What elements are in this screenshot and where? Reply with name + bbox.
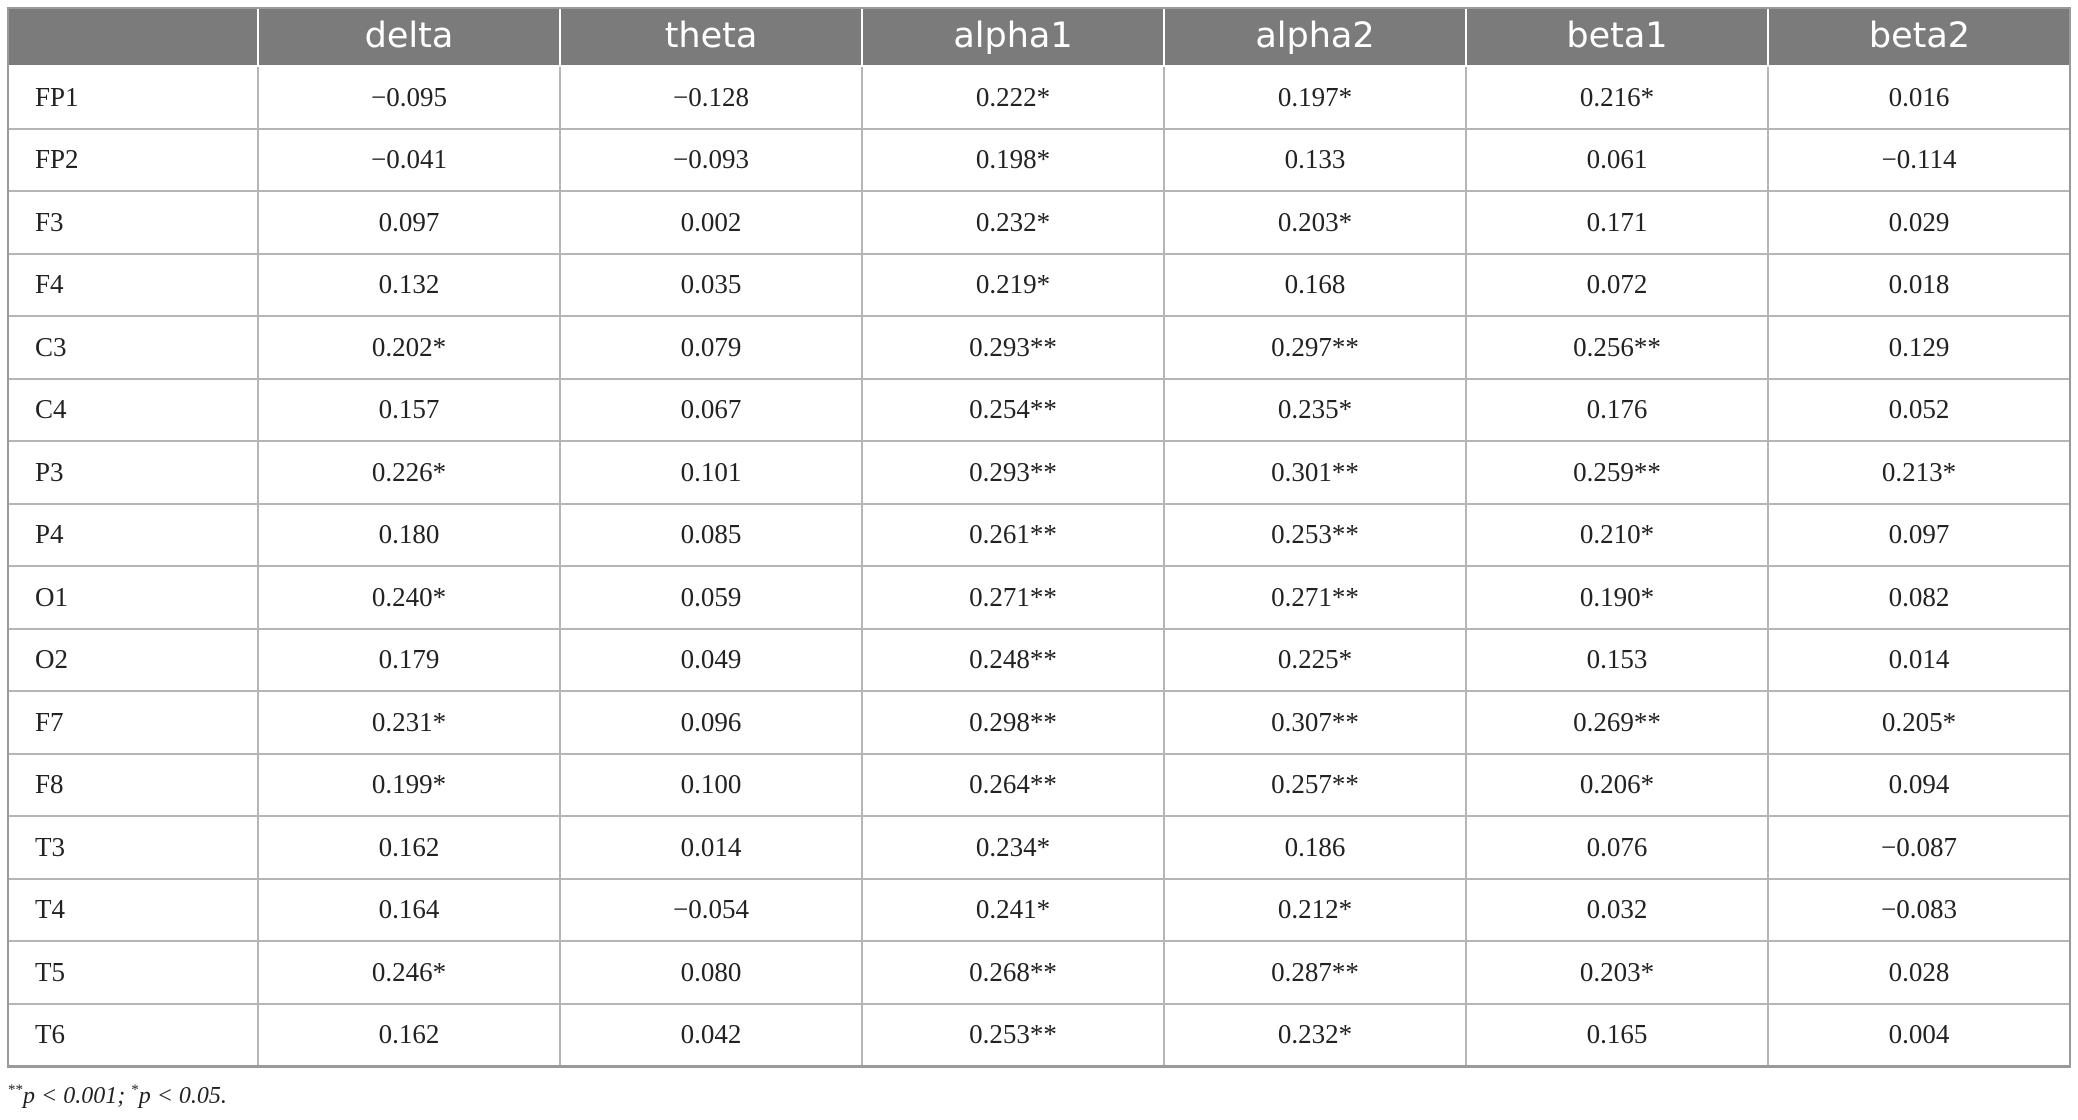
value-cell: −0.093	[560, 129, 862, 192]
value-cell: −0.041	[258, 129, 560, 192]
value-cell: 0.226*	[258, 441, 560, 504]
header-cell-theta: theta	[560, 7, 862, 66]
value-cell: 0.210*	[1466, 504, 1768, 567]
table-row	[8, 441, 2070, 504]
value-cell: 0.231*	[258, 691, 560, 754]
value-cell: 0.164	[258, 879, 560, 942]
value-cell: 0.202*	[258, 316, 560, 379]
row-label-cell: O1	[8, 566, 258, 629]
value-cell: 0.254**	[862, 379, 1164, 442]
value-cell: 0.186	[1164, 816, 1466, 879]
table-row	[8, 816, 2070, 879]
table-row	[8, 879, 2070, 942]
table-row	[8, 66, 2070, 129]
value-cell: 0.240*	[258, 566, 560, 629]
table-header	[8, 7, 2070, 66]
value-cell: 0.268**	[862, 941, 1164, 1004]
value-cell: 0.203*	[1164, 191, 1466, 254]
value-cell: 0.014	[1768, 629, 2070, 692]
value-cell: 0.216*	[1466, 66, 1768, 129]
value-cell: 0.101	[560, 441, 862, 504]
value-cell: 0.096	[560, 691, 862, 754]
row-label-cell: C4	[8, 379, 258, 442]
value-cell: −0.095	[258, 66, 560, 129]
correlation-table-container	[7, 7, 2071, 1068]
value-cell: 0.097	[1768, 504, 2070, 567]
value-cell: 0.080	[560, 941, 862, 1004]
value-cell: 0.029	[1768, 191, 2070, 254]
row-label-cell: FP2	[8, 129, 258, 192]
value-cell: −0.128	[560, 66, 862, 129]
value-cell: 0.219*	[862, 254, 1164, 317]
value-cell: 0.094	[1768, 754, 2070, 817]
value-cell: −0.087	[1768, 816, 2070, 879]
value-cell: 0.002	[560, 191, 862, 254]
value-cell: 0.028	[1768, 941, 2070, 1004]
row-label-cell: T4	[8, 879, 258, 942]
value-cell: 0.293**	[862, 441, 1164, 504]
value-cell: 0.246*	[258, 941, 560, 1004]
value-cell: 0.179	[258, 629, 560, 692]
row-label-cell: F3	[8, 191, 258, 254]
value-cell: 0.157	[258, 379, 560, 442]
table-row	[8, 1004, 2070, 1067]
value-cell: 0.085	[560, 504, 862, 567]
value-cell: 0.197*	[1164, 66, 1466, 129]
value-cell: 0.206*	[1466, 754, 1768, 817]
value-cell: 0.059	[560, 566, 862, 629]
value-cell: 0.222*	[862, 66, 1164, 129]
value-cell: 0.205*	[1768, 691, 2070, 754]
value-cell: 0.287**	[1164, 941, 1466, 1004]
row-label-cell: F7	[8, 691, 258, 754]
value-cell: 0.297**	[1164, 316, 1466, 379]
value-cell: −0.114	[1768, 129, 2070, 192]
table-row	[8, 566, 2070, 629]
value-cell: 0.129	[1768, 316, 2070, 379]
value-cell: 0.264**	[862, 754, 1164, 817]
value-cell: 0.052	[1768, 379, 2070, 442]
value-cell: −0.083	[1768, 879, 2070, 942]
table-row	[8, 129, 2070, 192]
row-label-cell: F4	[8, 254, 258, 317]
value-cell: 0.190*	[1466, 566, 1768, 629]
value-cell: 0.253**	[862, 1004, 1164, 1067]
footnote-marker-double: **	[8, 1082, 23, 1098]
value-cell: 0.018	[1768, 254, 2070, 317]
table-row	[8, 504, 2070, 567]
value-cell: 0.171	[1466, 191, 1768, 254]
value-cell: 0.061	[1466, 129, 1768, 192]
value-cell: 0.067	[560, 379, 862, 442]
value-cell: 0.076	[1466, 816, 1768, 879]
header-cell-blank	[8, 7, 258, 66]
value-cell: 0.100	[560, 754, 862, 817]
value-cell: 0.035	[560, 254, 862, 317]
value-cell: 0.072	[1466, 254, 1768, 317]
value-cell: 0.212*	[1164, 879, 1466, 942]
value-cell: 0.153	[1466, 629, 1768, 692]
value-cell: 0.241*	[862, 879, 1164, 942]
row-label-cell: FP1	[8, 66, 258, 129]
value-cell: 0.259**	[1466, 441, 1768, 504]
value-cell: 0.165	[1466, 1004, 1768, 1067]
header-cell-beta2: beta2	[1768, 7, 2070, 66]
value-cell: 0.232*	[1164, 1004, 1466, 1067]
value-cell: 0.042	[560, 1004, 862, 1067]
value-cell: 0.271**	[862, 566, 1164, 629]
value-cell: 0.162	[258, 816, 560, 879]
value-cell: 0.032	[1466, 879, 1768, 942]
value-cell: 0.180	[258, 504, 560, 567]
header-row	[8, 7, 2070, 66]
value-cell: 0.213*	[1768, 441, 2070, 504]
value-cell: 0.176	[1466, 379, 1768, 442]
row-label-cell: F8	[8, 754, 258, 817]
row-label-cell: T3	[8, 816, 258, 879]
value-cell: 0.225*	[1164, 629, 1466, 692]
value-cell: 0.004	[1768, 1004, 2070, 1067]
value-cell: 0.232*	[862, 191, 1164, 254]
table-row	[8, 941, 2070, 1004]
value-cell: 0.301**	[1164, 441, 1466, 504]
row-label-cell: T5	[8, 941, 258, 1004]
value-cell: 0.257**	[1164, 754, 1466, 817]
value-cell: 0.199*	[258, 754, 560, 817]
table-row	[8, 254, 2070, 317]
row-label-cell: P3	[8, 441, 258, 504]
value-cell: 0.298**	[862, 691, 1164, 754]
value-cell: 0.132	[258, 254, 560, 317]
footnote-text-p001: p < 0.001;	[23, 1083, 132, 1109]
value-cell: 0.269**	[1466, 691, 1768, 754]
value-cell: 0.271**	[1164, 566, 1466, 629]
header-cell-beta1: beta1	[1466, 7, 1768, 66]
table-row	[8, 691, 2070, 754]
table-row	[8, 316, 2070, 379]
value-cell: 0.079	[560, 316, 862, 379]
value-cell: 0.234*	[862, 816, 1164, 879]
significance-footnote	[8, 1082, 227, 1110]
row-label-cell: O2	[8, 629, 258, 692]
table-row	[8, 379, 2070, 442]
value-cell: 0.203*	[1466, 941, 1768, 1004]
value-cell: 0.014	[560, 816, 862, 879]
header-cell-alpha1: alpha1	[862, 7, 1164, 66]
value-cell: 0.097	[258, 191, 560, 254]
value-cell: −0.054	[560, 879, 862, 942]
table-row	[8, 754, 2070, 817]
row-label-cell: T6	[8, 1004, 258, 1067]
value-cell: 0.307**	[1164, 691, 1466, 754]
value-cell: 0.248**	[862, 629, 1164, 692]
row-label-cell: P4	[8, 504, 258, 567]
value-cell: 0.293**	[862, 316, 1164, 379]
footnote-marker-single: *	[131, 1082, 139, 1098]
table-row	[8, 629, 2070, 692]
table-row	[8, 191, 2070, 254]
value-cell: 0.261**	[862, 504, 1164, 567]
value-cell: 0.162	[258, 1004, 560, 1067]
value-cell: 0.016	[1768, 66, 2070, 129]
value-cell: 0.133	[1164, 129, 1466, 192]
value-cell: 0.198*	[862, 129, 1164, 192]
correlation-table	[7, 7, 2071, 1068]
header-cell-delta: delta	[258, 7, 560, 66]
value-cell: 0.253**	[1164, 504, 1466, 567]
value-cell: 0.082	[1768, 566, 2070, 629]
table-body	[8, 66, 2070, 1067]
row-label-cell: C3	[8, 316, 258, 379]
value-cell: 0.256**	[1466, 316, 1768, 379]
footnote-text-p005: p < 0.05.	[138, 1083, 227, 1109]
value-cell: 0.235*	[1164, 379, 1466, 442]
value-cell: 0.049	[560, 629, 862, 692]
value-cell: 0.168	[1164, 254, 1466, 317]
header-cell-alpha2: alpha2	[1164, 7, 1466, 66]
